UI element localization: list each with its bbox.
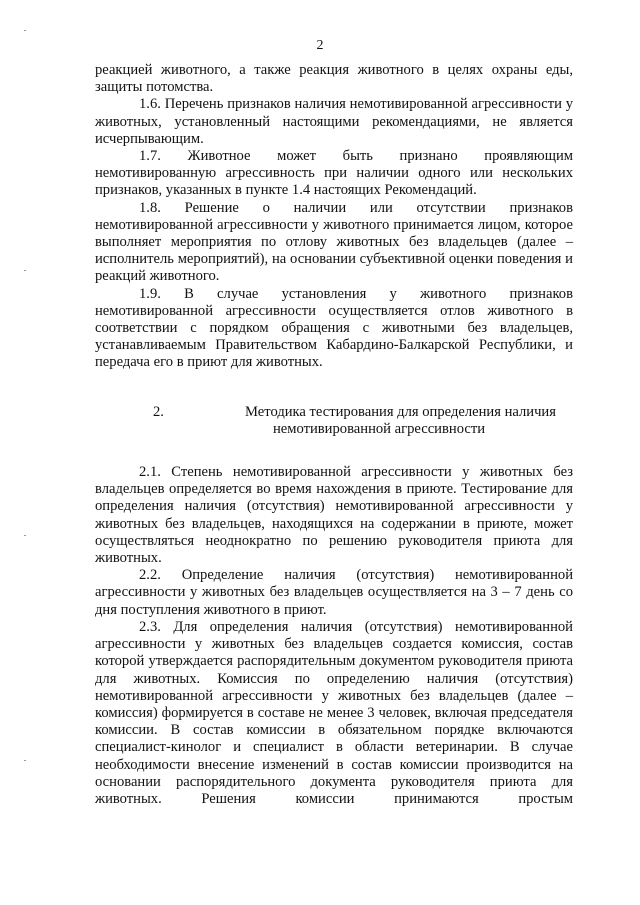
paragraph-2-3: 2.3. Для определения наличия (отсутствия) немотивированной агрессивности у животных без владельцев создается комиссия, состав которой утверждается распорядительным документом руководителя приюта для животных. Комиссия по определению наличия (отсутствия) немотивированной агрессивности у животных без владельцев (далее – комиссия) формируется в составе не менее 3 человек, включая председателя комиссии. В состав комиссии в обязательном порядке включаются специалист-кинолог и специалист в области ветеринарии. В случае необходимости внесение изменений в состав комиссии производится на основании распорядительного документа руководителя приюта для животных. Решения комиссии принимаются простым bbox=[95, 618, 573, 807]
section-number: 2. bbox=[153, 403, 164, 420]
section-title-line-2: немотивированной агрессивности bbox=[272, 420, 486, 437]
paragraph-continuation: реакцией животного, а также реакция животного в целях охраны еды, защиты потомства. bbox=[95, 62, 573, 96]
section-heading bbox=[95, 404, 573, 438]
paragraph-1-9: 1.9. В случае установления у животного признаков немотивированной агрессивности осуществляется отлов животного в соответствии с порядком обращения с животными без владельцев, устанавливаемым Правительством Кабардино-Балкарской Республики, и передача его в приют для животных. bbox=[95, 285, 573, 371]
scan-margin-mark bbox=[24, 30, 26, 31]
paragraph-1-6: 1.6. Перечень признаков наличия немотивированной агрессивности у животных, установленный настоящими рекомендациями, не является исчерпывающим. bbox=[95, 96, 573, 147]
scan-margin-mark bbox=[24, 535, 26, 536]
section-title-line-1: Методика тестирования для определения наличия bbox=[245, 403, 556, 420]
document-body bbox=[95, 62, 573, 808]
scan-margin-mark bbox=[24, 760, 26, 761]
paragraph-1-7: 1.7. Животное может быть признано проявляющим немотивированную агрессивность при наличии одного или нескольких признаков, указанных в пункте 1.4 настоящих Рекомендаций. bbox=[95, 148, 573, 199]
paragraph-1-8: 1.8. Решение о наличии или отсутствии признаков немотивированной агрессивности у животного принимается лицом, которое выполняет мероприятия по отлову животных без владельцев (далее – исполнитель мероприятий), на основании субъективной оценки поведения и реакций животного. bbox=[95, 199, 573, 285]
page-number: 2 bbox=[316, 38, 324, 53]
scan-margin-mark bbox=[24, 270, 26, 271]
paragraph-2-2: 2.2. Определение наличия (отсутствия) немотивированной агрессивности у животных без владельцев осуществляется на 3 – 7 день со дня поступления животного в приют. bbox=[95, 567, 573, 618]
paragraph-2-1: 2.1. Степень немотивированной агрессивности у животных без владельцев определяется во время нахождения в приюте. Тестирование для определения наличия (отсутствия) немотивированной агрессивности у животных без владельцев, находящихся на содержании в приюте, может осуществляться неоднократно по решению руководителя приюта для животных. bbox=[95, 464, 573, 567]
